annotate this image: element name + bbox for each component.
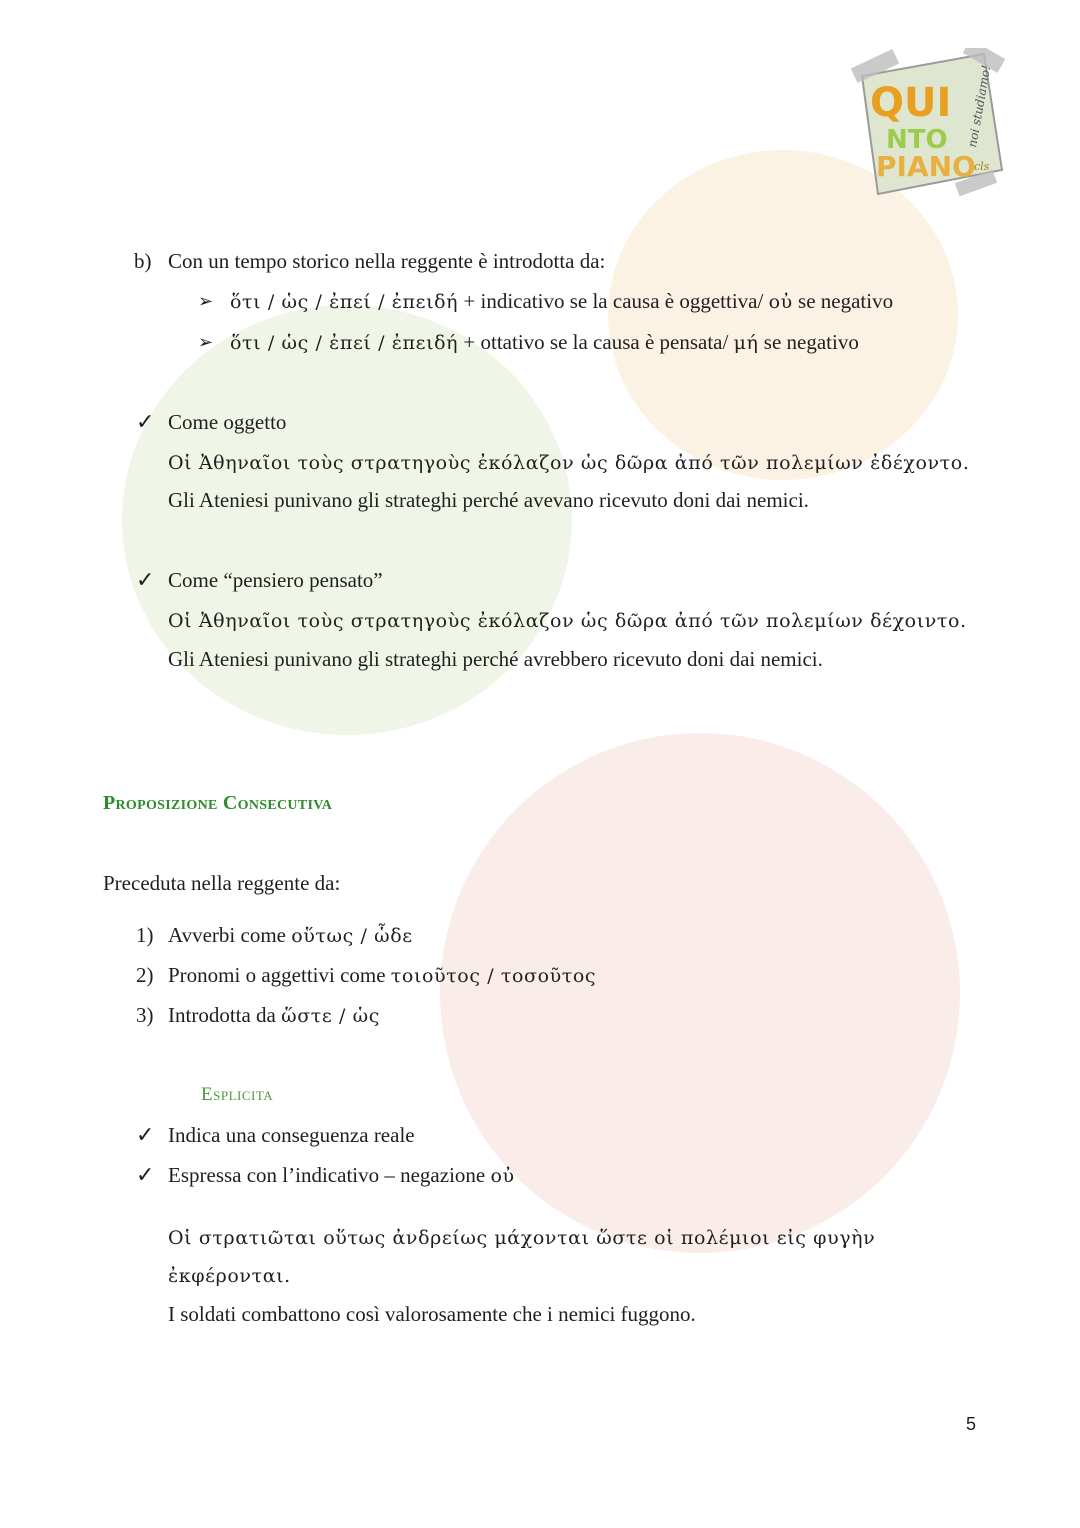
checkmark-icon: ✓ — [136, 1163, 155, 1188]
section-b-intro: Con un tempo storico nella reggente è introdotta da: — [168, 249, 606, 273]
svg-text:QUI: QUI — [870, 80, 952, 126]
example-greek: Οἱ Ἀθηναῖοι τοὺς στρατηγοὺς ἐκόλαζον ὡς δῶρα ἀπό τῶν πολεμίων ἐδέχοντο. — [168, 452, 970, 474]
quintopiano-logo — [846, 48, 1006, 198]
arrow-bullet-icon: ➢ — [198, 291, 214, 312]
example-translation: Gli Ateniesi punivano gli strateghi perché avevano ricevuto doni dai nemici. — [168, 488, 809, 512]
list-number: 1) — [136, 923, 154, 947]
example-translation: Gli Ateniesi punivano gli strateghi perché avrebbero ricevuto doni dai nemici. — [168, 647, 823, 671]
checkmark-icon: ✓ — [136, 1123, 155, 1148]
list-number: 2) — [136, 963, 154, 987]
checkmark-icon: ✓ — [136, 410, 155, 435]
esplicita-greek-line: ἐκφέρονται. — [168, 1265, 291, 1287]
svg-text:PIANO: PIANO — [876, 150, 976, 183]
section-b-marker: b) — [134, 249, 152, 273]
esplicita-point: Indica una conseguenza reale — [168, 1123, 415, 1147]
esplicita-point: Espressa con l’indicativo – negazione οὐ — [168, 1163, 515, 1187]
page-number: 5 — [966, 1414, 977, 1434]
list-item: Avverbi come οὕτως / ὧδε — [168, 923, 413, 947]
example-greek: Οἱ Ἀθηναῖοι τοὺς στρατηγοὺς ἐκόλαζον ὡς δῶρα ἀπό τῶν πολεμίων δέχοιντο. — [168, 610, 967, 632]
esplicita-translation: I soldati combattono così valorosamente che i nemici fuggono. — [168, 1302, 696, 1326]
consecutiva-intro: Preceduta nella reggente da: — [103, 871, 341, 895]
section-heading: Proposizione Consecutiva — [103, 792, 333, 814]
esplicita-greek-line: Οἱ στρατιῶται οὕτως ἀνδρείως μάχονται ὥστε οἱ πολέμιοι εἰς φυγὴν — [168, 1227, 876, 1249]
list-number: 3) — [136, 1003, 154, 1027]
svg-text:noi studiamo!: noi studiamo! — [965, 63, 994, 149]
svg-text:cls: cls — [974, 160, 990, 173]
bullet-line-indicative: ὅτι / ὡς / ἐπεί / ἐπειδή + indicativo se la causa è oggettiva/ οὐ se negativo — [230, 289, 894, 313]
list-item: Pronomi o aggettivi come τοιοῦτος / τοσοῦτος — [168, 963, 597, 987]
bullet-line-optative: ὅτι / ὡς / ἐπεί / ἐπειδή + ottativo se la causa è pensata/ μή se negativo — [230, 330, 859, 354]
arrow-bullet-icon: ➢ — [198, 332, 214, 353]
list-item: Introdotta da ὥστε / ὡς — [168, 1003, 380, 1027]
subsection-heading: Esplicita — [201, 1084, 274, 1105]
checkmark-icon: ✓ — [136, 568, 155, 593]
example-label: Come oggetto — [168, 410, 287, 434]
svg-text:NTO: NTO — [886, 125, 948, 155]
decor-circle-red — [440, 733, 960, 1253]
example-label: Come “pensiero pensato” — [168, 568, 383, 592]
